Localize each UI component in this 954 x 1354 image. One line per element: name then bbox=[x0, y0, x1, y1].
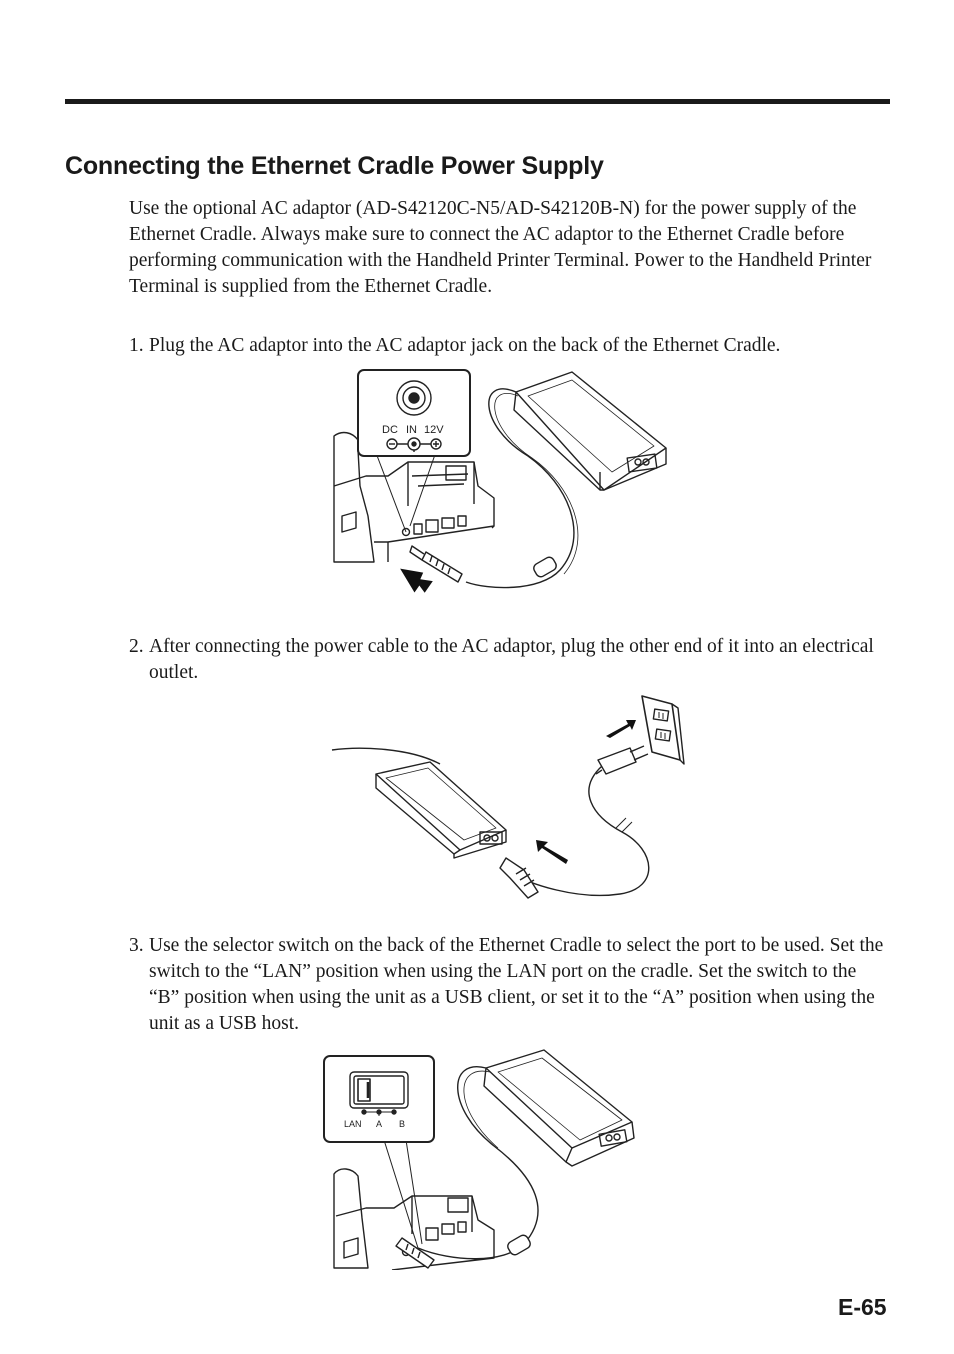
step-1-text: Plug the AC adaptor into the AC adaptor jack on the back of the Ethernet Cradle. bbox=[149, 335, 781, 356]
step-2 bbox=[129, 634, 889, 686]
step-3 bbox=[129, 933, 889, 1037]
page-number: E-65 bbox=[838, 1294, 887, 1320]
switch-label-a: A bbox=[376, 1119, 383, 1129]
jack-label-in: IN bbox=[406, 424, 417, 436]
switch-label-lan: LAN bbox=[344, 1119, 362, 1129]
section-title: Connecting the Ethernet Cradle Power Supply bbox=[65, 152, 604, 180]
switch-label-b: B bbox=[399, 1119, 406, 1129]
plug-arrow-icon bbox=[606, 720, 636, 738]
insert-arrow-icon bbox=[400, 563, 434, 596]
step-2-number: 2. bbox=[129, 636, 144, 657]
jack-label-volt: 12V bbox=[424, 424, 444, 436]
figure-cradle-adaptor-connection bbox=[328, 366, 673, 598]
step-1 bbox=[129, 333, 889, 359]
intro-paragraph: Use the optional AC adaptor (AD-S42120C-N5/AD-S42120B-N) for the power supply of the Ethernet Cradle. Always make sure to connect the AC adaptor to the Ethernet Cradle before performing communication with the Handheld Printer Terminal. Power to the Handheld Printer Terminal is supplied from the Ethernet Cradle. bbox=[129, 198, 872, 297]
header-rule bbox=[65, 99, 890, 104]
jack-label-dc: DC bbox=[382, 424, 398, 436]
connector-arrow-icon bbox=[536, 840, 568, 864]
step-3-number: 3. bbox=[129, 935, 144, 956]
step-2-text: After connecting the power cable to the AC adaptor, plug the other end of it into an electrical outlet. bbox=[149, 636, 874, 683]
figure-adaptor-to-outlet bbox=[330, 690, 686, 908]
step-1-number: 1. bbox=[129, 335, 144, 356]
figure-selector-switch bbox=[322, 1048, 640, 1270]
step-3-text: Use the selector switch on the back of the Ethernet Cradle to select the port to be used. Set the switch to the “LAN” position when using the LAN port on the cradle. Set the switch to the “B” position when using the unit as a USB client, or set it to the “A” position when using the unit as a USB host. bbox=[149, 935, 884, 1034]
